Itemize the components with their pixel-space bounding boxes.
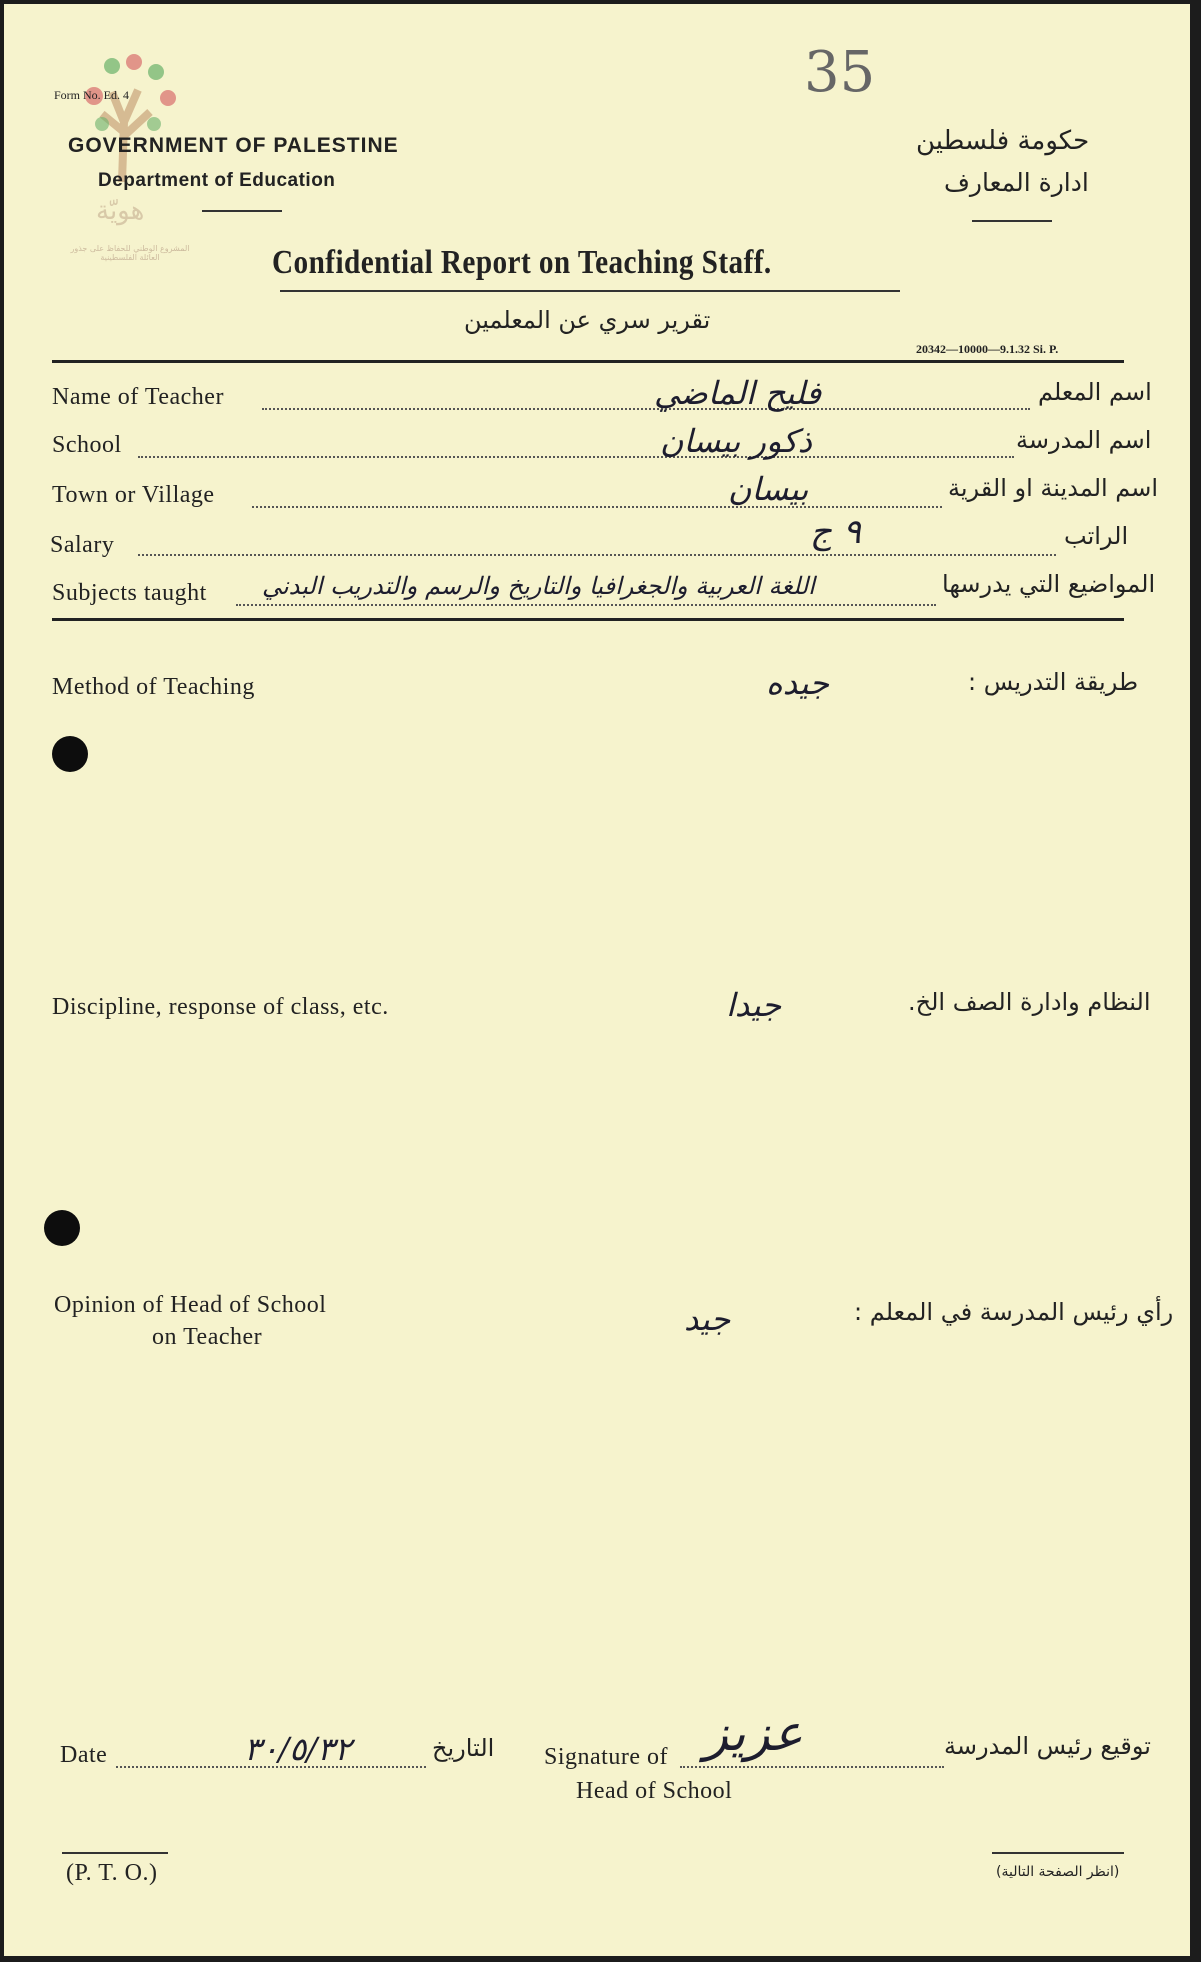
opinion-label-en-2: on Teacher [152,1324,263,1350]
school-label-ar: اسم المدرسة [1016,426,1152,454]
gov-title-ar: حكومة فلسطين [916,126,1090,156]
dept-title-en: Department of Education [98,170,336,191]
gov-title-en: GOVERNMENT OF PALESTINE [68,134,399,157]
salary-dots [138,554,1056,556]
title-underline [280,290,900,292]
name-label-ar: اسم المعلم [1038,378,1152,406]
report-title-ar: تقرير سري عن المعلمين [464,306,711,334]
form-page [4,4,1190,1956]
name-dots [262,408,1030,410]
town-label-ar: اسم المدينة او القرية [948,474,1159,502]
report-title-en: Confidential Report on Teaching Staff. [272,244,772,281]
pto-rule-right [992,1852,1124,1854]
signature-label-en-2: Head of School [576,1778,733,1804]
discipline-label-ar: النظام وادارة الصف الخ. [908,988,1151,1016]
signature-value[interactable]: عزيز [704,1704,803,1762]
pto-ar: (انظر الصفحة التالية) [996,1864,1120,1880]
page-number: 35 [804,40,876,105]
pto-en: (P. T. O.) [66,1860,158,1886]
opinion-value[interactable]: جيد [684,1300,731,1338]
subjects-dots [236,604,936,606]
fields-bottom-rule [52,618,1124,621]
opinion-label-ar: رأي رئيس المدرسة في المعلم : [854,1298,1174,1326]
method-label-en: Method of Teaching [52,674,255,700]
salary-label-ar: الراتب [1064,522,1129,550]
town-label-en: Town or Village [52,482,215,508]
form-number: Form No. Ed. 4 [54,88,129,102]
school-value[interactable]: ذكور بيسان [660,422,812,460]
tree-logo-icon [72,52,182,187]
watermark-name: هويّة [96,196,145,226]
punch-hole-bottom [44,1210,80,1246]
method-label-ar: طريقة التدريس : [968,668,1139,696]
town-dots [252,506,942,508]
teacher-name-value[interactable]: فليح الماضي [654,374,822,412]
method-value[interactable]: جيده [766,664,829,702]
school-label-en: School [52,432,122,458]
signature-dots [680,1766,944,1768]
subjects-value[interactable]: اللغة العربية والجغرافيا والتاريخ والرسم والتدريب البدني [262,572,815,600]
header-divider-right [972,220,1052,222]
print-reference: 20342—10000—9.1.32 Si. P. [916,342,1059,356]
salary-value[interactable]: ٩ ج [810,512,862,552]
dept-title-ar: ادارة المعارف [944,168,1089,197]
signature-label-en-1: Signature of [544,1744,668,1770]
date-value[interactable]: ٣٠/٥/٣٢ [244,1730,352,1768]
date-label-ar: التاريخ [432,1734,495,1762]
signature-label-ar: توقيع رئيس المدرسة [944,1732,1151,1760]
pto-rule-left [62,1852,168,1854]
town-value[interactable]: بيسان [728,470,809,508]
opinion-label-en-1: Opinion of Head of School [54,1292,327,1318]
top-rule [52,360,1124,363]
discipline-value[interactable]: جيدا [726,986,782,1024]
watermark-tagline: المشروع الوطني للحفاظ على جذور العائلة الفلسطينية [70,244,190,262]
discipline-label-en: Discipline, response of class, etc. [52,994,389,1020]
header-divider-left [202,210,282,212]
punch-hole-top [52,736,88,772]
name-label-en: Name of Teacher [52,384,224,410]
salary-label-en: Salary [50,532,115,558]
subjects-label-ar: المواضيع التي يدرسها [942,570,1156,598]
date-label-en: Date [60,1742,108,1768]
school-dots [138,456,1014,458]
subjects-label-en: Subjects taught [52,580,207,606]
